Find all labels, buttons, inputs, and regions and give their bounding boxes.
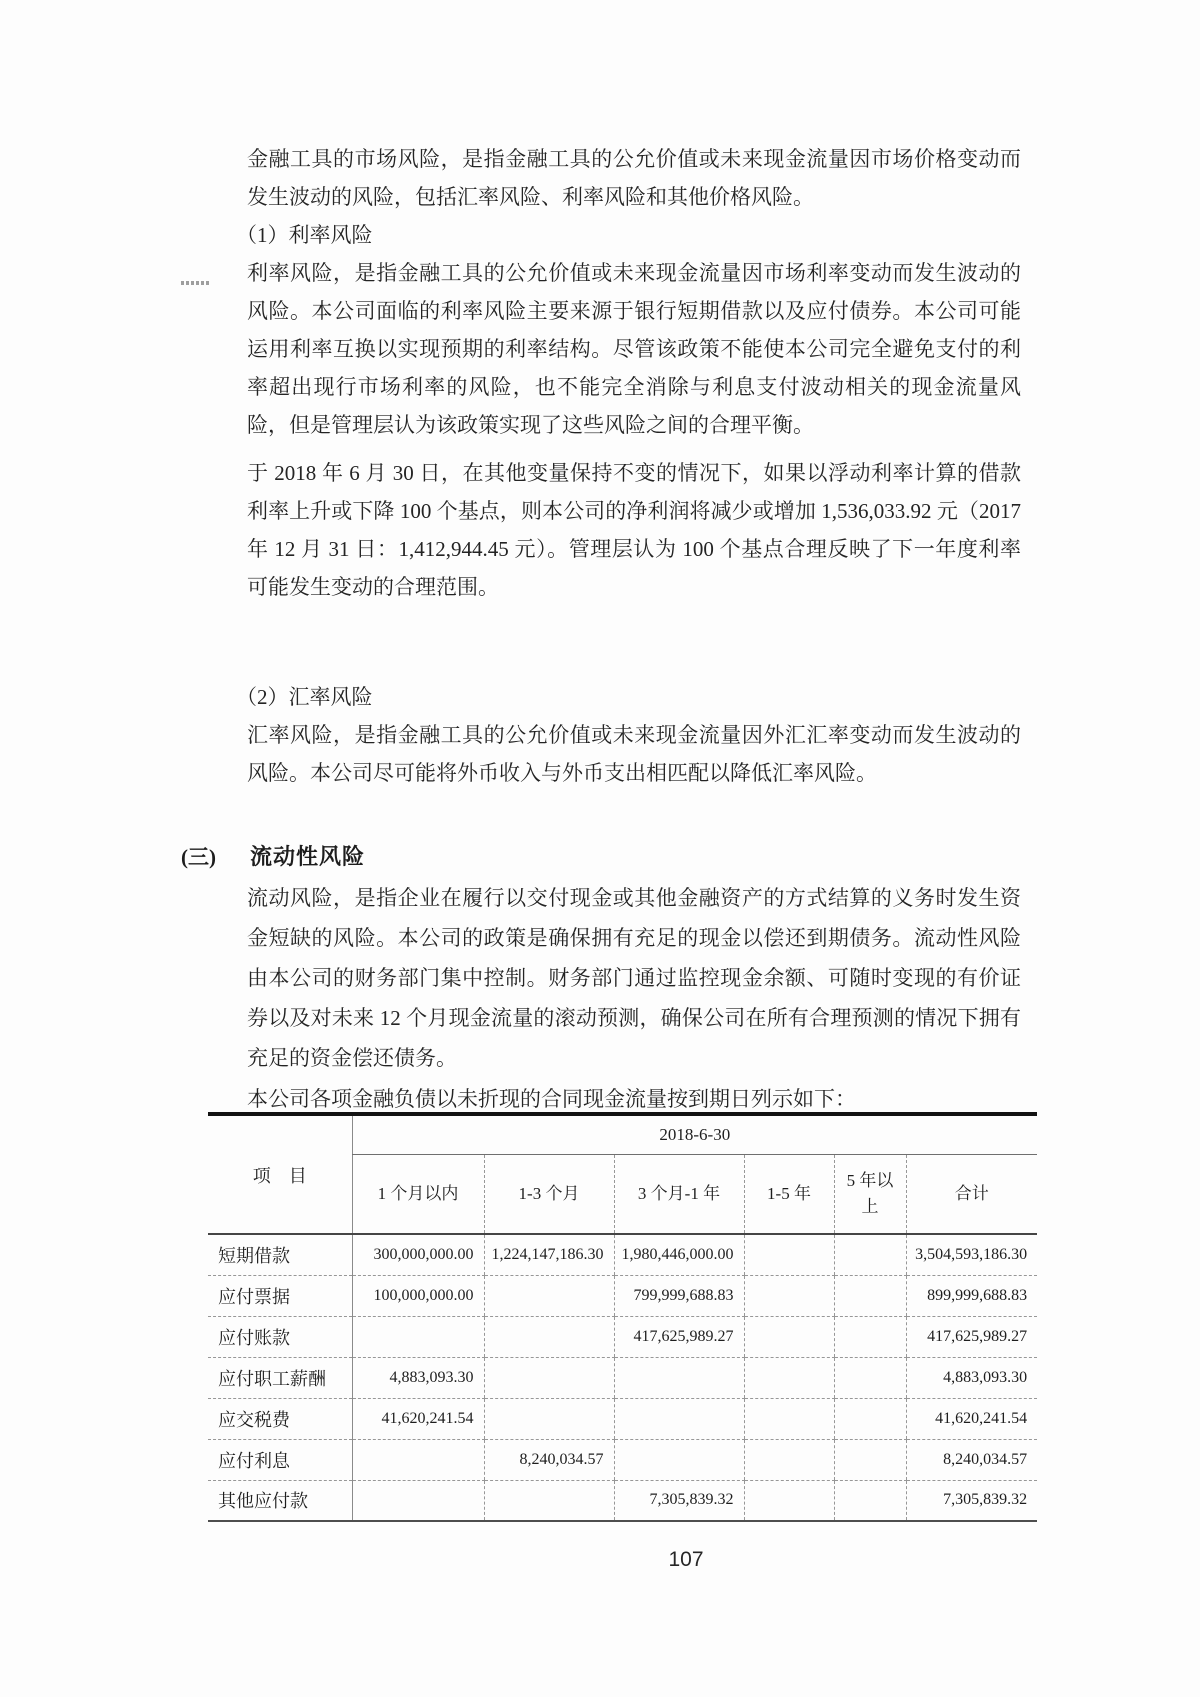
cell-value: 300,000,000.00	[352, 1234, 484, 1275]
cell-value	[834, 1439, 906, 1480]
header-col-over-5-years: 5 年以上	[834, 1154, 906, 1234]
table-row	[208, 1480, 1037, 1521]
cell-value	[352, 1316, 484, 1357]
cell-value	[484, 1480, 614, 1521]
cell-value: 417,625,989.27	[614, 1316, 744, 1357]
heading-interest-rate-risk: （1）利率风险	[236, 223, 373, 247]
maturity-table	[208, 1112, 1037, 1522]
row-item-label: 应付利息	[208, 1439, 352, 1480]
table-row-period-header	[208, 1114, 1037, 1154]
cell-value	[484, 1357, 614, 1398]
cell-value: 3,504,593,186.30	[906, 1234, 1037, 1275]
paragraph-interest-sensitivity: 于 2018 年 6 月 30 日，在其他变量保持不变的情况下，如果以浮动利率计算的借款利率上升或下降 100 个基点，则本公司的净利润将减少或增加 1,536,033.92 元（2017 年 12 月 31 日：1,412,944.45 元）。管理层认为 100 个基点合理反映了下一年度利率可能发生变动的合理范围。	[247, 461, 1021, 599]
cell-value: 7,305,839.32	[614, 1480, 744, 1521]
table-row	[208, 1234, 1037, 1275]
cell-value: 100,000,000.00	[352, 1275, 484, 1316]
cell-value	[352, 1480, 484, 1521]
row-item-label: 其他应付款	[208, 1480, 352, 1521]
header-period-date: 2018-6-30	[352, 1114, 1037, 1154]
cell-value	[834, 1398, 906, 1439]
cell-value	[744, 1480, 834, 1521]
header-col-within-1-month: 1 个月以内	[352, 1154, 484, 1234]
header-item: 项 目	[208, 1114, 352, 1234]
heading-exchange-rate-risk: （2）汇率风险	[236, 685, 373, 709]
cell-value: 4,883,093.30	[352, 1357, 484, 1398]
cell-value	[484, 1275, 614, 1316]
table-row	[208, 1398, 1037, 1439]
section-liquidity-risk	[0, 838, 1200, 876]
header-col-total: 合计	[906, 1154, 1037, 1234]
cell-value	[744, 1316, 834, 1357]
row-item-label: 应交税费	[208, 1398, 352, 1439]
paragraph-table-intro: 本公司各项金融负债以未折现的合同现金流量按到期日列示如下：	[247, 1087, 856, 1111]
row-item-label: 短期借款	[208, 1234, 352, 1275]
row-item-label: 应付职工薪酬	[208, 1357, 352, 1398]
table-row	[208, 1439, 1037, 1480]
section-number: (三)	[181, 845, 216, 869]
header-col-1-3-months: 1-3 个月	[484, 1154, 614, 1234]
cell-value	[834, 1275, 906, 1316]
cell-value	[744, 1398, 834, 1439]
cell-value	[744, 1234, 834, 1275]
header-col-3-months-1-year: 3 个月-1 年	[614, 1154, 744, 1234]
cell-value	[614, 1357, 744, 1398]
cell-value: 417,625,989.27	[906, 1316, 1037, 1357]
cell-value: 4,883,093.30	[906, 1357, 1037, 1398]
cell-value: 41,620,241.54	[906, 1398, 1037, 1439]
paragraph-market-risk: 金融工具的市场风险，是指金融工具的公允价值或未来现金流量因市场价格变动而发生波动的风险，包括汇率风险、利率风险和其他价格风险。	[247, 147, 1021, 209]
page-number: 107	[668, 1548, 704, 1571]
cell-value	[834, 1480, 906, 1521]
cell-value	[614, 1398, 744, 1439]
cell-value: 8,240,034.57	[906, 1439, 1037, 1480]
cell-value	[834, 1316, 906, 1357]
header-col-1-5-years: 1-5 年	[744, 1154, 834, 1234]
table-row	[208, 1316, 1037, 1357]
cell-value	[614, 1439, 744, 1480]
cell-value	[484, 1316, 614, 1357]
cell-value	[834, 1357, 906, 1398]
cell-value	[834, 1234, 906, 1275]
cell-value	[484, 1398, 614, 1439]
cell-value: 899,999,688.83	[906, 1275, 1037, 1316]
cell-value: 8,240,034.57	[484, 1439, 614, 1480]
cell-value	[744, 1275, 834, 1316]
margin-dash-artifact	[181, 281, 209, 285]
paragraph-interest-rate-risk: 利率风险，是指金融工具的公允价值或未来现金流量因市场利率变动而发生波动的风险。本公司面临的利率风险主要来源于银行短期借款以及应付债券。本公司可能运用利率互换以实现预期的利率结构。尽管该政策不能使本公司完全避免支付的利率超出现行市场利率的风险，也不能完全消除与利息支付波动相关的现金流量风险，但是管理层认为该政策实现了这些风险之间的合理平衡。	[247, 261, 1021, 437]
paragraph-exchange-rate-risk: 汇率风险，是指金融工具的公允价值或未来现金流量因外汇汇率变动而发生波动的风险。本公司尽可能将外币收入与外币支出相匹配以降低汇率风险。	[247, 723, 1021, 785]
cell-value: 7,305,839.32	[906, 1480, 1037, 1521]
table-row	[208, 1357, 1037, 1398]
table-row	[208, 1275, 1037, 1316]
cell-value	[744, 1357, 834, 1398]
cell-value: 1,980,446,000.00	[614, 1234, 744, 1275]
cell-value: 799,999,688.83	[614, 1275, 744, 1316]
paragraph-liquidity-risk: 流动风险，是指企业在履行以交付现金或其他金融资产的方式结算的义务时发生资金短缺的风险。本公司的政策是确保拥有充足的现金以偿还到期债务。流动性风险由本公司的财务部门集中控制。财务部门通过监控现金余额、可随时变现的有价证券以及对未来 12 个月现金流量的滚动预测，确保公司在所有合理预测的情况下拥有充足的资金偿还债务。	[247, 886, 1021, 1070]
cell-value: 1,224,147,186.30	[484, 1234, 614, 1275]
row-item-label: 应付票据	[208, 1275, 352, 1316]
section-title: 流动性风险	[250, 844, 366, 869]
cell-value	[352, 1439, 484, 1480]
cell-value: 41,620,241.54	[352, 1398, 484, 1439]
cell-value	[744, 1439, 834, 1480]
row-item-label: 应付账款	[208, 1316, 352, 1357]
